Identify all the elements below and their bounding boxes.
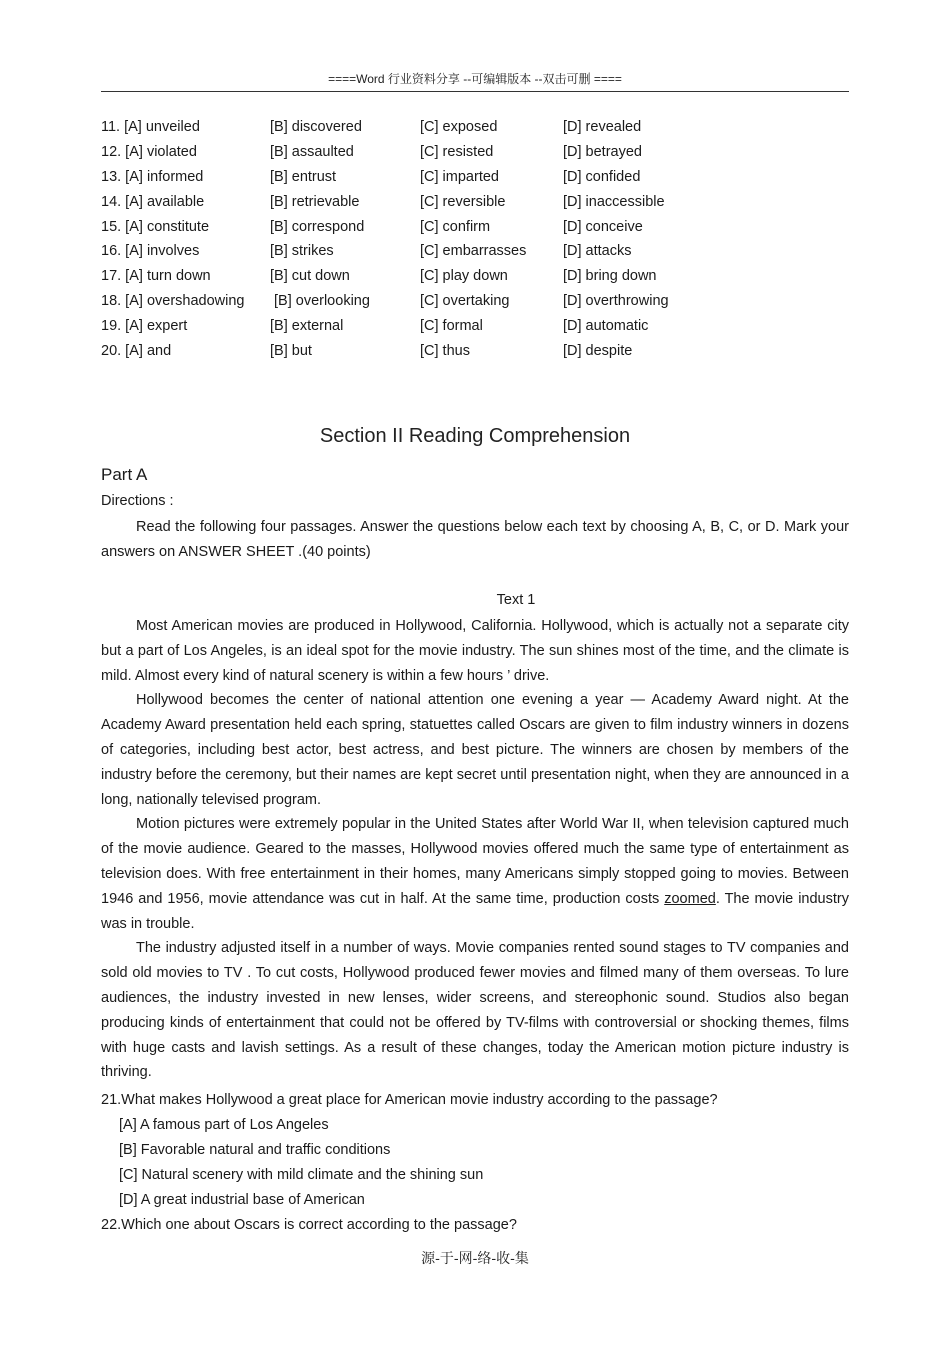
option-a: 13. [A] informed — [101, 168, 204, 185]
option-d: [D] inaccessible — [563, 193, 665, 210]
option-b: [B] strikes — [270, 243, 334, 260]
option-a: 12. [A] violated — [101, 143, 197, 160]
header-divider — [101, 91, 849, 92]
option-c: [C] reversible — [420, 193, 506, 210]
option-row-17 — [101, 266, 849, 291]
option-row-15 — [101, 217, 849, 242]
option-row-19 — [101, 316, 849, 341]
option-d: [D] despite — [563, 343, 633, 360]
option-c: [C] resisted — [420, 143, 494, 160]
questions-block — [101, 1088, 849, 1238]
option-a: 14. [A] available — [101, 193, 205, 210]
option-row-18 — [101, 291, 849, 316]
option-d: [D] revealed — [563, 119, 642, 135]
question-21-option-d: [D] A great industrial base of American — [119, 1192, 365, 1208]
passage-text-1 — [101, 614, 849, 1085]
option-a: 18. [A] overshadowing — [101, 293, 245, 310]
option-b: [B] but — [270, 343, 312, 360]
option-row-16 — [101, 241, 849, 266]
paragraph-3-end: . The movie industry was in trouble. — [101, 890, 849, 932]
paragraph-2: Hollywood becomes the center of national attention one evening a year — Academy Award night. At the Academy Award presentation held each spring, statuettes called Oscars are given to film industry winners in dozens of categories, including best actor, best actress, and best picture. The winners are chosen by members of the industry before the ceremony, but their names are kept secret until presentation night, when they are announced in a long, nationally televised program. — [101, 692, 849, 808]
option-a: 16. [A] involves — [101, 243, 200, 260]
option-c: [C] play down — [420, 268, 508, 285]
text-title: Text 1 — [496, 592, 536, 608]
question-21-option-a: [A] A famous part of Los Angeles — [119, 1117, 329, 1133]
option-b: [B] retrievable — [270, 193, 360, 210]
option-c: [C] confirm — [420, 218, 491, 235]
question-21-option-c: [C] Natural scenery with mild climate and the shining sun — [119, 1167, 484, 1183]
option-a: 17. [A] turn down — [101, 268, 211, 285]
paragraph-1: Most American movies are produced in Hollywood, California. Hollywood, which is actually not a separate city but a part of Los Angeles, is an ideal spot for the movie industry. The sun shines most of the time, and the climate is mild. Almost every kind of natural scenery is within a few hours ’ drive. — [101, 618, 849, 684]
option-d: [D] conceive — [563, 218, 643, 235]
paragraph-3 — [101, 812, 849, 936]
option-d: [D] betrayed — [563, 143, 642, 160]
option-b: [B] cut down — [270, 268, 350, 285]
option-row-20 — [101, 341, 849, 366]
option-a: 11. [A] unveiled — [101, 119, 200, 135]
option-row-11 — [101, 117, 849, 142]
option-d: [D] confided — [563, 168, 641, 185]
option-b: [B] entrust — [270, 168, 337, 185]
option-c: [C] thus — [420, 343, 470, 360]
option-d: [D] bring down — [563, 268, 657, 285]
option-d: [D] attacks — [563, 243, 632, 260]
option-b: [B] external — [270, 318, 344, 335]
section-title: Section II Reading Comprehension — [319, 425, 631, 447]
option-c: [C] overtaking — [420, 293, 510, 310]
option-b: [B] correspond — [270, 218, 365, 235]
option-row-13 — [101, 167, 849, 192]
option-c: [C] embarrasses — [420, 243, 527, 260]
option-row-12 — [101, 142, 849, 167]
option-d: [D] overthrowing — [563, 293, 669, 310]
option-row-14 — [101, 192, 849, 217]
option-c: [C] formal — [420, 318, 483, 335]
option-b: [B] assaulted — [270, 143, 354, 160]
option-a: 20. [A] and — [101, 343, 172, 360]
part-heading: Part A — [101, 465, 148, 484]
cloze-options-list — [101, 117, 849, 366]
page-header: ====Word 行业资料分享 --可编辑版本 --双击可删 ==== — [328, 72, 622, 86]
underlined-word: zoomed — [664, 890, 716, 907]
option-d: [D] automatic — [563, 318, 649, 335]
question-22: 22.Which one about Oscars is correct according to the passage? — [101, 1217, 517, 1233]
directions-label: Directions : — [101, 493, 174, 509]
option-c: [C] exposed — [420, 119, 498, 135]
directions-block — [101, 515, 849, 565]
option-b: [B] discovered — [270, 119, 362, 135]
question-21-option-b: [B] Favorable natural and traffic conditions — [119, 1142, 391, 1158]
option-a: 19. [A] expert — [101, 318, 188, 335]
option-b: [B] overlooking — [274, 293, 370, 310]
paragraph-4: The industry adjusted itself in a number of ways. Movie companies rented sound stages to TV companies and sold old movies to TV . To cut costs, Hollywood produced fewer movies and filmed many of them overseas. To lure audiences, the industry invested in new lenses, wider screens, and stereophonic sound. Studios also began producing kinds of entertainment that could not be offered by TV-films with controversial or shocking themes, films with huge casts and lavish settings. As a result of these changes, today the American motion picture industry is thriving. — [101, 940, 849, 1081]
option-c: [C] imparted — [420, 168, 499, 185]
option-a: 15. [A] constitute — [101, 218, 210, 235]
page-footer: 源-于-网-络-收-集 — [421, 1251, 529, 1267]
question-21: 21.What makes Hollywood a great place for American movie industry according to the passage? — [101, 1092, 718, 1108]
directions-text: Read the following four passages. Answer the questions below each text by choosing A, B, C, or D. Mark your answers on ANSWER SHEET .(40 points) — [101, 519, 849, 560]
paragraph-3-start: Motion pictures were extremely popular in the United States after World War II, when television captured much of the movie audience. Geared to the masses, Hollywood movies offered much the same type of entertainment as television does. With free entertainment in their homes, many Americans simply stopped going to movies. Between 1946 and 1956, movie attendance was cut in half. At the same time, production costs — [101, 816, 849, 907]
